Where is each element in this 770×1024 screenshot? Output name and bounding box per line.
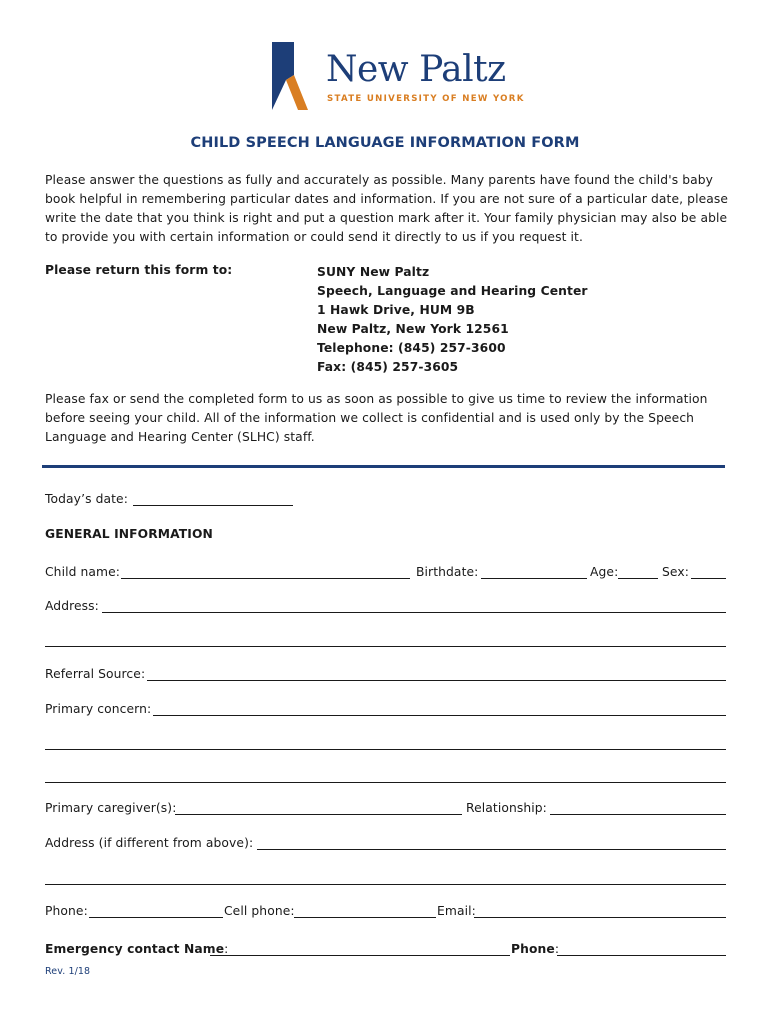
email-field[interactable] (474, 917, 726, 918)
primary-caregiver-field[interactable] (175, 814, 462, 815)
emergency-phone-colon: : (554, 942, 560, 956)
alt-address-field[interactable] (257, 849, 726, 850)
relationship-label: Relationship: (466, 801, 547, 815)
primary-concern-label: Primary concern: (45, 702, 152, 716)
emergency-phone-label (511, 942, 559, 956)
sex-label: Sex: (662, 565, 689, 579)
referral-source-label: Referral Source: (45, 667, 146, 681)
address-line: 1 Hawk Drive, HUM 9B (317, 303, 475, 317)
return-label: Please return this form to: (45, 263, 233, 277)
emergency-contact-text: Emergency contact Name (45, 942, 225, 956)
cell-phone-label: Cell phone: (224, 904, 295, 918)
email-label: Email: (437, 904, 476, 918)
todays-date-field[interactable] (133, 505, 293, 506)
cell-phone-field[interactable] (294, 917, 436, 918)
general-information-heading: GENERAL INFORMATION (45, 527, 213, 541)
birthdate-field[interactable] (481, 578, 587, 579)
intro-paragraph: Please answer the questions as fully and accurately as possible. Many parents have found the child's baby book helpful in remembering particular dates and information. If you are not sure of a particular date, please write the date that you think is right and put a question mark after it. Your family physician may also be able to provide you with certain information or could send it directly to us if you request it. (45, 173, 729, 244)
alt-address-label: Address (if different from above): (45, 836, 254, 850)
revision-label: Rev. 1/18 (45, 966, 91, 977)
phone-field[interactable] (89, 917, 223, 918)
age-label: Age: (590, 565, 619, 579)
child-name-label: Child name: (45, 565, 121, 579)
age-field[interactable] (618, 578, 658, 579)
emergency-phone-text: Phone (511, 942, 555, 956)
child-name-field[interactable] (121, 578, 410, 579)
emergency-contact-colon: : (224, 942, 229, 956)
emergency-phone-field[interactable] (557, 955, 726, 956)
address-line: SUNY New Paltz (317, 265, 430, 279)
phone-label: Phone: (45, 904, 88, 918)
primary-caregiver-label: Primary caregiver(s): (45, 801, 177, 815)
address-line: Telephone: (845) 257-3600 (317, 341, 506, 355)
primary-concern-field[interactable] (153, 715, 726, 716)
address-line: Speech, Language and Hearing Center (317, 284, 588, 298)
address-field-line-2[interactable] (45, 646, 726, 647)
referral-source-field[interactable] (147, 680, 726, 681)
section-divider (42, 465, 725, 468)
address-field[interactable] (102, 612, 726, 613)
address-label: Address: (45, 599, 99, 613)
todays-date-label: Today’s date: (45, 492, 128, 506)
closing-paragraph: Please fax or send the completed form to us as soon as possible to give us time to review the information before seeing your child. All of the information we collect is confidential and is used only by the Speech Language and Hearing Center (SLHC) staff. (45, 392, 708, 444)
address-line: New Paltz, New York 12561 (317, 322, 509, 336)
form-title: CHILD SPEECH LANGUAGE INFORMATION FORM (190, 135, 580, 151)
logo-wordmark: New Paltz (326, 49, 506, 90)
logo-subtitle: STATE UNIVERSITY OF NEW YORK (327, 94, 525, 104)
primary-concern-field-line-2[interactable] (45, 749, 726, 750)
relationship-field[interactable] (550, 814, 726, 815)
emergency-contact-label (45, 942, 228, 956)
address-line: Fax: (845) 257-3605 (317, 360, 459, 374)
birthdate-label: Birthdate: (416, 565, 479, 579)
sex-field[interactable] (691, 578, 726, 579)
return-address (317, 263, 588, 377)
emergency-contact-field[interactable] (210, 955, 510, 956)
alt-address-field-line-2[interactable] (45, 884, 726, 885)
primary-concern-field-line-3[interactable] (45, 782, 726, 783)
